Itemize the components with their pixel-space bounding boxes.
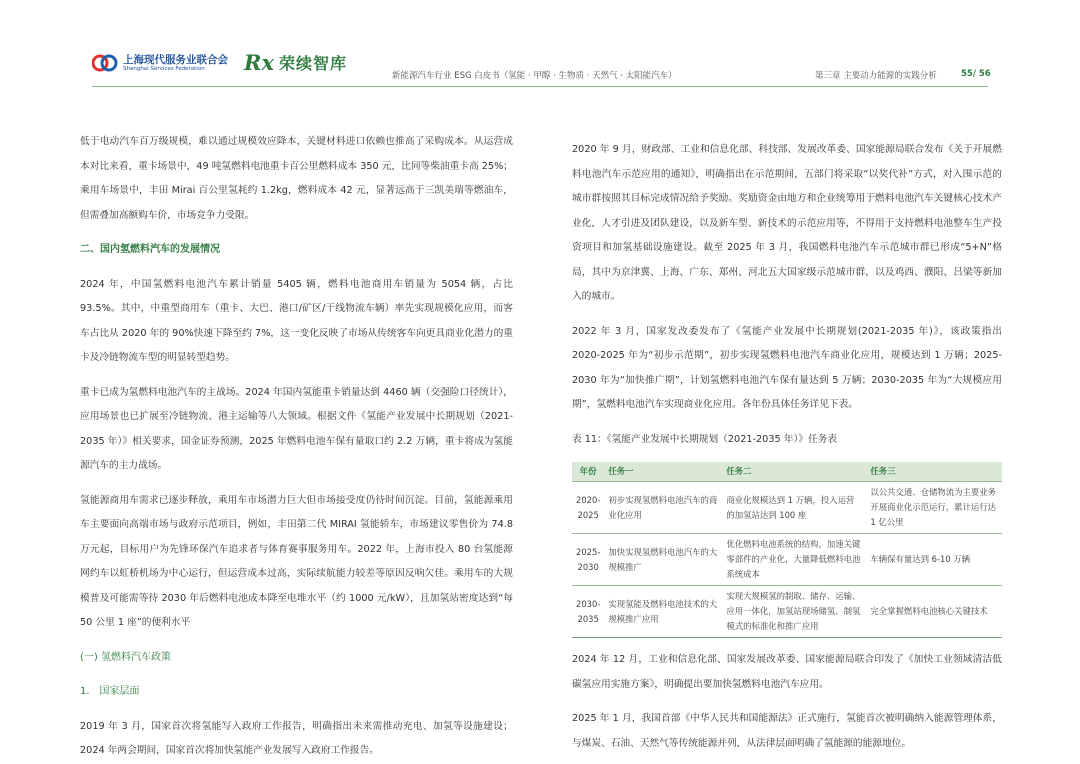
paragraph: 重卡已成为氢燃料电池汽车的主战场。2024 年国内氢能重卡销量达到 4460 辆（交强险口径统计），应用场景也已扩展至冷链物流、港主运输等八大领域。根据文件《氢能产业发展中长期规划（2021-2035 年）》相关要求，国金证券预测，2025 年燃料电池车保有量取口约 2.2 万辆，重卡将成为氢能源汽车的主力战场。: [80, 386, 513, 471]
page-number: 55/ 56: [961, 69, 991, 79]
paragraph: 2024 年，中国氢燃料电池汽车累计销量 5405 辆，燃料电池商用车销量为 5054 辆，占比 93.5%。其中，中重型商用车（重卡、大巴、港口/矿区/干线物流车辆）率先实现规模化应用，而客车占比从 2020 年的 90%快速下降至约 7%，这一变化反映了市场从传统客车向更具商业化潜力的重卡及冷链物流车型的明显转型趋势。: [80, 278, 513, 363]
table-cell: 加快实现氢燃料电池汽车的大规模推广: [604, 534, 722, 586]
table-cell: 车辆保有量达到 6-10 万辆: [866, 534, 1002, 586]
page-header: [0, 0, 1080, 100]
table-row: [572, 482, 1002, 534]
paragraph: 2022 年 3 月，国家发改委发布了《氢能产业发展中长期规划(2021-2035 年)》，该政策指出 2020-2025 年为“初步示范期”，初步实现氢燃料电池汽车商业化应用，规模达到 1 万辆；2025-2030 年为“加快推广期”，计划氢燃料电池汽车保有量达到 5 万辆；2030-2035 年为“大规模应用期”，氢燃料电池汽车实现商业化应用。各年份具体任务详见下表。: [572, 325, 1002, 410]
brand-mark: Rx: [244, 50, 274, 75]
federation-name-cn: 上海现代服务业联合会: [123, 53, 228, 66]
federation-emblem-icon: [92, 52, 118, 74]
table-header-cell: 任务三: [866, 462, 1002, 482]
table-caption: 表 11：《氢能产业发展中长期规划（2021-2035 年）》任务表: [572, 433, 838, 445]
spacer: [572, 638, 1002, 648]
table-header-cell: 任务二: [722, 462, 866, 482]
table-cell-year: 2020- 2025: [572, 482, 604, 534]
task-table: [572, 462, 1002, 638]
header-divider: [92, 86, 988, 87]
brand-logo: [244, 50, 347, 75]
paragraph: 2020 年 9 月，财政部、工业和信息化部、科技部、发展改革委、国家能源局联合发布《关于开展燃料电池汽车示范应用的通知》，明确指出在示范期间，五部门将采取“以奖代补”方式，对入围示范的城市群按照其目标完成情况给予奖励。奖励资金由地方和企业统筹用于燃料电池汽车关键核心技术产业化，人才引进及团队建设，以及新车型、新技术的示范应用等，不得用于支持燃料电池整车生产投资项目和加氢基础设施建设。截至 2025 年 3 月，我国燃料电池汽车示范城市群已形成“5+N”格局，其中为京津冀、上海、广东、郑州、河北五大国家级示范城市群，以及鸡西、濮阳、吕梁等新加入的城市。: [572, 144, 1002, 302]
table-cell: 商业化规模达到 1 万辆，投入运营的加氢站达到 100 座: [722, 482, 866, 534]
left-column: [80, 130, 513, 764]
section-heading: 二、国内氢燃料汽车的发展情况: [80, 244, 220, 255]
chapter-title: 第三章 主要动力能源的实践分析: [815, 71, 937, 81]
paragraph: 2025 年 1 月，我国首部《中华人民共和国能源法》正式施行，氢能首次被明确纳入能源管理体系，与煤炭、石油、天然气等传统能源并列，从法律层面明确了氢能源的能源地位。: [572, 713, 1002, 749]
subsection-heading: (一) 氢燃料汽车政策: [80, 651, 171, 663]
subsection-heading: 1. 国家层面: [80, 686, 140, 697]
document-title: 新能源汽车行业 ESG 白皮书（氢能 · 甲醇 · 生物质 · 天然气 · 太阳能汽车）: [392, 71, 677, 81]
federation-name-en: Shanghai Services Federation: [123, 65, 205, 72]
table-row: [572, 534, 1002, 586]
paragraph: 氢能源商用车需求已逐步释放，乘用车市场潜力巨大但市场接受度仍待时间沉淀。目前，氢能源乘用车主要面向高端市场与政府示范项目，例如，丰田第二代 MIRAI 氢能轿车，市场建议零售价为 74.8 万元起，目标用户为先锋环保汽车追求者与体育赛事服务用车。2022 年，上海市投入 80 台氢能源网约车以虹桥机场为中心运行，但运营成本过高，实际续航能力较差等原因反响欠佳。乘用车的大规模普及可能需等待 2030 年后燃料电池成本降至电堆水平（约 1000 元/kW），且加氢站密度达到“每 50 公里 1 座”的便利水平: [80, 494, 513, 628]
table-cell: 完全掌握燃料电池核心关键技术: [866, 586, 1002, 638]
paragraph: 2024 年 12 月，工业和信息化部、国家发展改革委、国家能源局联合印发了《加快工业领域清洁低碳氢应用实施方案》，明确提出要加快氢燃料电池汽车应用。: [572, 654, 1002, 690]
table-cell: 实现氢能及燃料电池技术的大规模推广应用: [604, 586, 722, 638]
table-cell: 初步实现氢燃料电池汽车的商业化应用: [604, 482, 722, 534]
table-cell-year: 2025- 2030: [572, 534, 604, 586]
table-header-cell: 年份: [572, 462, 604, 482]
table-header-cell: 任务一: [604, 462, 722, 482]
table-cell-year: 2030- 2035: [572, 586, 604, 638]
table-cell: 优化燃料电池系统的结构，加速关键零部件的产业化，大量降低燃料电池系统成本: [722, 534, 866, 586]
paragraph: 低于电动汽车百万级规模，难以通过规模效应降本，关键材料进口依赖也推高了采购成本。从运营成本对比来看，重卡场景中，49 吨氢燃料电池重卡百公里燃料成本 350 元，比同等柴油重卡高 25%；乘用车场景中，丰田 Mirai 百公里氢耗约 1.2kg，燃料成本 42 元，显著远高于三凯美瑞等燃油车，但需叠加高额购车价，市场竞争力受限。: [80, 136, 513, 221]
table-row: [572, 586, 1002, 638]
table-cell: 实现大规模氢的制取、储存、运输、应用一体化，加氢站现场储氢、制氢模式的标准化和推广应用: [722, 586, 866, 638]
federation-logo: [92, 52, 228, 74]
table-header-row: [572, 462, 1002, 482]
brand-name: 荣续智库: [278, 54, 347, 73]
table-cell: 以公共交通、仓储物流为主要业务开展商业化示范运行，累计运行达 1 亿公里: [866, 482, 1002, 534]
right-column: [572, 138, 1002, 764]
paragraph: 2019 年 3 月，国家首次将氢能写入政府工作报告，明确指出未来需推动充电、加氢等设施建设；2024 年两会期间，国家首次将加快氢能产业发展写入政府工作报告。: [80, 720, 513, 756]
